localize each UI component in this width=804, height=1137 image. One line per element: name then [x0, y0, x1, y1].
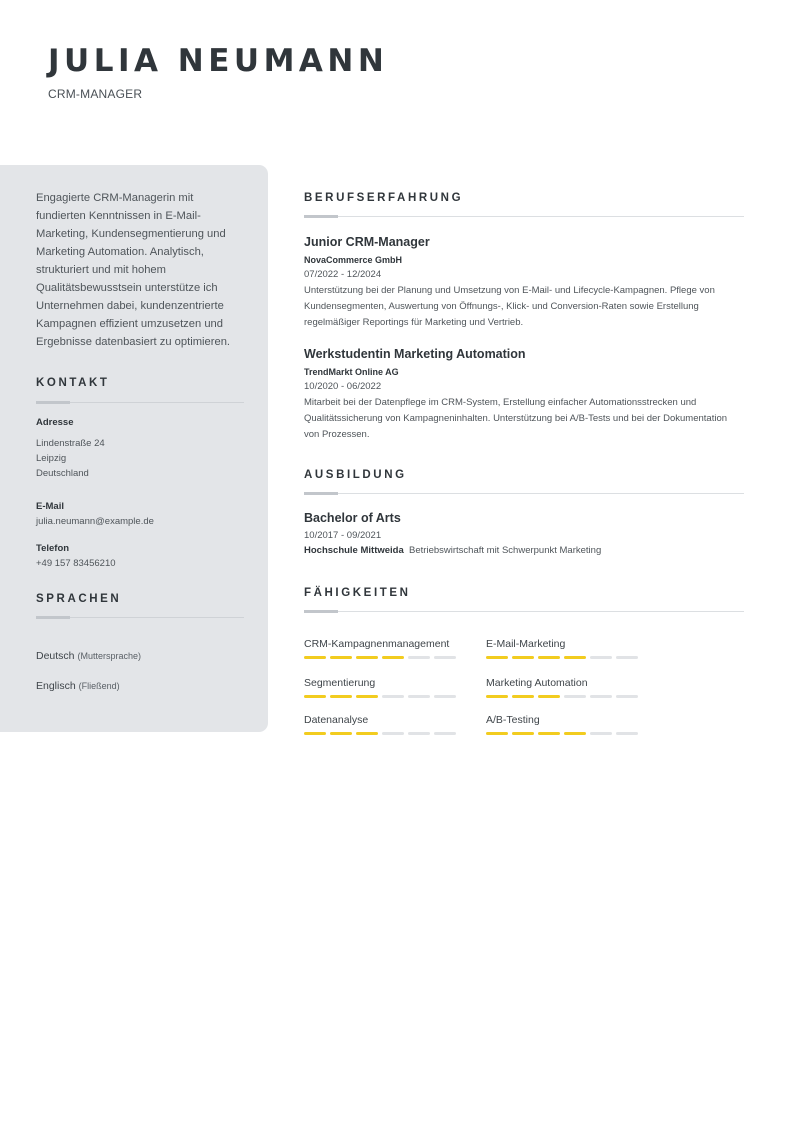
job-entry-company: NovaCommerce GmbH	[304, 255, 403, 265]
language-item	[36, 650, 141, 662]
skill-level-bar	[304, 732, 464, 735]
language-level: (Muttersprache)	[77, 651, 141, 661]
education-degree: Bachelor of Arts	[304, 511, 401, 525]
experience-heading: BERUFSERFAHRUNG	[304, 192, 464, 204]
education-details	[304, 545, 601, 556]
skill-item	[486, 638, 646, 659]
skill-name: Segmentierung	[304, 677, 376, 689]
skill-level-filled	[564, 656, 586, 659]
languages-heading: SPRACHEN	[36, 593, 122, 605]
job-entry-company: TrendMarkt Online AG	[304, 367, 399, 377]
skill-level-filled	[512, 695, 534, 698]
skill-level-filled	[330, 732, 352, 735]
skill-item	[304, 638, 464, 659]
skill-level-filled	[512, 656, 534, 659]
education-divider	[304, 493, 744, 494]
candidate-name: JULIA NEUMANN	[48, 43, 389, 79]
skill-level-empty	[408, 695, 430, 698]
language-name: Englisch	[36, 680, 76, 692]
language-item	[36, 680, 120, 692]
education-school: Hochschule Mittweida	[304, 545, 404, 556]
skill-level-bar	[304, 695, 464, 698]
skill-level-filled	[382, 656, 404, 659]
skill-level-filled	[330, 656, 352, 659]
job-entry-title: Junior CRM-Manager	[304, 235, 430, 249]
skill-level-filled	[486, 732, 508, 735]
skill-name: CRM-Kampagnenmanagement	[304, 638, 450, 650]
skill-level-bar	[486, 695, 646, 698]
contact-heading: KONTAKT	[36, 377, 110, 389]
skill-item	[304, 714, 464, 735]
address-line: Leipzig	[36, 453, 67, 464]
skill-level-filled	[304, 732, 326, 735]
skill-item	[486, 714, 646, 735]
skill-level-empty	[616, 656, 638, 659]
address-line: Deutschland	[36, 468, 89, 479]
skills-divider	[304, 611, 744, 612]
language-level: (Fließend)	[78, 681, 120, 691]
skill-level-filled	[538, 732, 560, 735]
skill-level-empty	[434, 732, 456, 735]
skill-level-empty	[590, 656, 612, 659]
skill-level-empty	[434, 695, 456, 698]
skill-level-bar	[486, 732, 646, 735]
skill-level-empty	[408, 732, 430, 735]
skill-level-filled	[304, 656, 326, 659]
phone-label: Telefon	[36, 543, 70, 554]
job-entry-description: Unterstützung bei der Planung und Umsetzung von E-Mail- und Lifecycle-Kampagnen. Pflege von Kundensegmenten, Auswertung von Öffnungs-, Klick- und Conversion-Raten sowie Erstellung regelmäßiger Reportings für Marketing und Vertrieb.	[304, 285, 715, 328]
skill-name: Datenanalyse	[304, 714, 369, 726]
skill-level-filled	[512, 732, 534, 735]
skill-level-empty	[382, 695, 404, 698]
skill-level-filled	[486, 695, 508, 698]
skill-level-empty	[408, 656, 430, 659]
profile-summary: Engagierte CRM-Managerin mit fundierten Kenntnissen in E-Mail-Marketing, Kundensegmentierung und Marketing Automation. Analytisch, strukturiert und mit hohem Qualitätsbewusstsein unterstütze ich Unternehmen dabei, kundenzentrierte Kampagnen effizient umzusetzen und Ergebnisse datenbasiert zu optimieren.	[36, 192, 231, 348]
skill-level-empty	[616, 695, 638, 698]
address-line: Lindenstraße 24	[36, 438, 105, 449]
skill-level-bar	[304, 656, 464, 659]
skill-level-filled	[356, 695, 378, 698]
skill-level-empty	[382, 732, 404, 735]
skill-level-filled	[538, 656, 560, 659]
education-heading: AUSBILDUNG	[304, 469, 407, 481]
skill-level-filled	[356, 732, 378, 735]
skill-level-filled	[356, 656, 378, 659]
job-entry-dates: 10/2020 - 06/2022	[304, 381, 382, 392]
contact-divider	[36, 402, 244, 403]
skill-level-empty	[590, 732, 612, 735]
skill-level-empty	[564, 695, 586, 698]
job-entry-dates: 07/2022 - 12/2024	[304, 269, 382, 280]
email-value[interactable]: julia.neumann@example.de	[36, 516, 154, 527]
skill-item	[486, 677, 646, 698]
email-label: E-Mail	[36, 501, 64, 512]
skill-level-filled	[564, 732, 586, 735]
skill-item	[304, 677, 464, 698]
education-focus: Betriebswirtschaft mit Schwerpunkt Marketing	[409, 545, 602, 556]
job-entry-title: Werkstudentin Marketing Automation	[304, 347, 526, 361]
address-label: Adresse	[36, 417, 74, 428]
skills-heading: FÄHIGKEITEN	[304, 587, 411, 599]
skill-name: A/B-Testing	[486, 714, 540, 726]
experience-divider	[304, 216, 744, 217]
phone-value: +49 157 83456210	[36, 558, 116, 569]
skill-level-filled	[486, 656, 508, 659]
skill-name: Marketing Automation	[486, 677, 588, 689]
language-name: Deutsch	[36, 650, 75, 662]
skill-level-empty	[434, 656, 456, 659]
skill-name: E-Mail-Marketing	[486, 638, 566, 650]
skill-level-filled	[304, 695, 326, 698]
education-dates: 10/2017 - 09/2021	[304, 530, 382, 541]
skill-level-empty	[616, 732, 638, 735]
job-entry-description: Mitarbeit bei der Datenpflege im CRM-System, Erstellung einfacher Automationsstrecken und Qualitätssicherung von Kampagneninhalten. Unterstützung bei A/B-Tests und bei der Dokumentation von Prozessen.	[304, 397, 728, 440]
skill-level-filled	[330, 695, 352, 698]
skill-level-empty	[590, 695, 612, 698]
job-title: CRM-MANAGER	[48, 87, 143, 101]
languages-divider	[36, 617, 244, 618]
skill-level-bar	[486, 656, 646, 659]
skill-level-filled	[538, 695, 560, 698]
